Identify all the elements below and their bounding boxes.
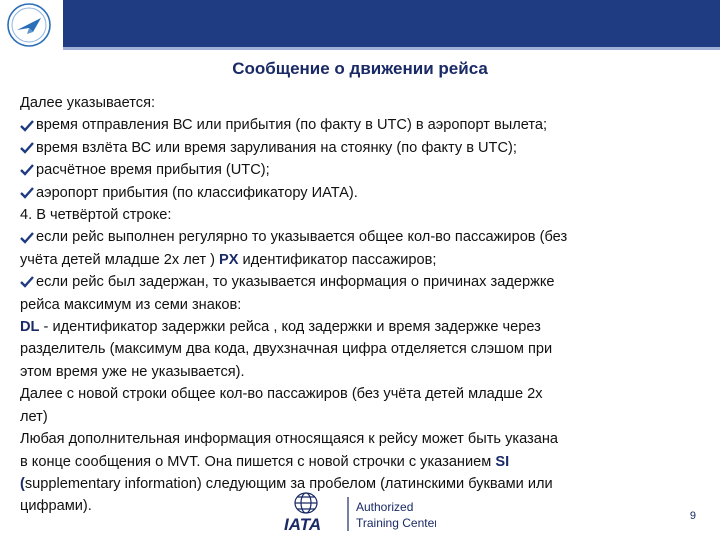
list-item-continuation <box>20 249 705 271</box>
list-item-continuation: рейса максимум из семи знаков: <box>20 296 242 313</box>
intro-text: Далее указывается: <box>20 95 156 111</box>
dl-text: - идентификатор задержки рейса , код задержки и время задержке через <box>39 319 541 336</box>
iata-globe-icon <box>276 491 436 535</box>
list-item <box>20 114 705 136</box>
logo-line1: Authorized <box>356 500 414 514</box>
slide-body <box>20 92 705 518</box>
paragraph-line <box>20 451 705 473</box>
px-code: PX <box>219 251 239 268</box>
list-item <box>20 271 705 293</box>
list-item-text: расчётное время прибытия (UTC); <box>36 162 270 179</box>
iata-wordmark: IATA <box>284 515 322 534</box>
checkmark-icon <box>20 141 34 155</box>
list-item <box>20 137 705 159</box>
header-band <box>63 0 720 47</box>
open-paren: ( <box>20 475 25 492</box>
list-item-text: время отправления ВС или прибытия (по факту в UTC) в аэропорт вылета; <box>36 117 548 134</box>
paragraph-line: Далее с новой строки общее кол-во пассажиров (без учёта детей младше 2х <box>20 386 543 403</box>
checkmark-icon <box>20 163 34 177</box>
dl-line: разделитель (максимум два кода, двухзначная цифра отделяется слэшом при <box>20 341 553 358</box>
paragraph-line: Любая дополнительная информация относящаяся к рейсу может быть указана <box>20 431 559 448</box>
checkmark-icon <box>20 275 34 289</box>
list-item-text: аэропорт прибытия (по классификатору ИАТА). <box>36 184 358 201</box>
paragraph-line: цифрами). <box>20 498 92 515</box>
paragraph-text: supplementary information) следующим за пробелом (латинскими буквами или <box>24 475 553 492</box>
list-item-text: время взлёта ВС или время заруливания на стоянку (по факту в UTC); <box>36 139 517 156</box>
step-4-heading: 4. В четвёртой строке: <box>20 207 172 224</box>
list-item <box>20 226 705 248</box>
continuation-text: идентификатор пассажиров; <box>238 251 437 268</box>
paragraph-line: лет) <box>20 408 48 425</box>
continuation-text: учёта детей младше 2х лет ) <box>20 251 220 268</box>
list-item <box>20 182 705 204</box>
si-code: SI <box>495 453 510 470</box>
checkmark-icon <box>20 186 34 200</box>
dl-code: DL <box>20 319 40 336</box>
list-item-text: если рейс выполнен регулярно то указывается общее кол-во пассажиров (без <box>36 229 568 246</box>
airplane-emblem-icon <box>0 0 58 50</box>
dl-line <box>20 316 705 338</box>
checkmark-icon <box>20 231 34 245</box>
list-item <box>20 159 705 181</box>
dl-line: этом время уже не указывается). <box>20 363 245 380</box>
page-number: 9 <box>689 510 696 522</box>
logo-line2: Training Center <box>356 516 436 530</box>
slide-title: Сообщение о движении рейса <box>232 59 488 78</box>
list-item-text: если рейс был задержан, то указывается информация о причинах задержке <box>36 274 555 291</box>
header-bar <box>0 0 720 50</box>
header-logo <box>0 0 58 50</box>
iata-logo <box>276 491 436 535</box>
checkmark-icon <box>20 119 34 133</box>
paragraph-text: в конце сообщения о MVT. Она пишется с новой строчки с указанием <box>20 453 496 470</box>
